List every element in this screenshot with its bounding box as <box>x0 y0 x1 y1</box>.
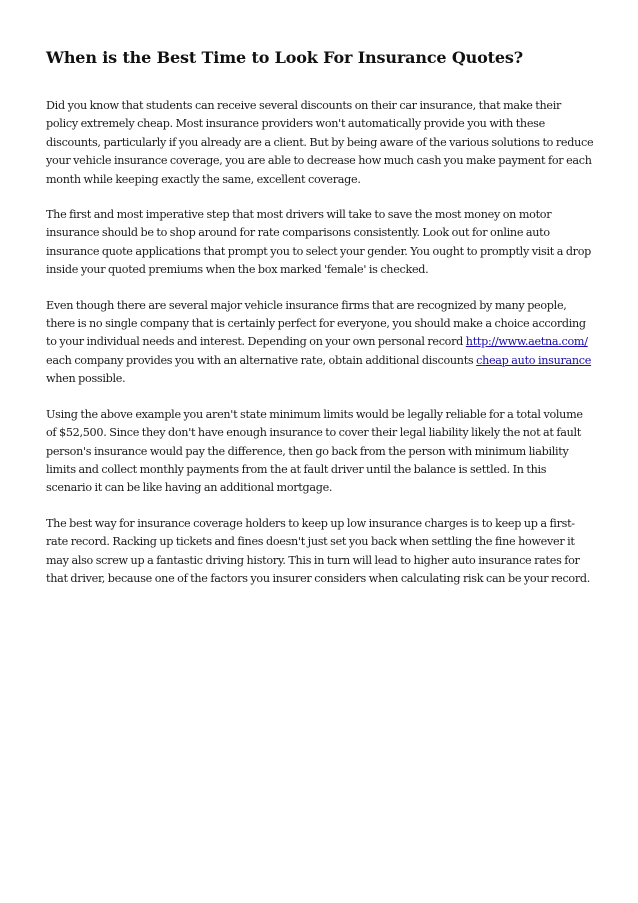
paragraph-3 <box>46 297 594 389</box>
paragraph-3-text-b: each company provides you with an alternative rate, obtain additional discounts <box>46 353 477 367</box>
paragraph-3-text-a: Even though there are several major vehicle insurance firms that are recognized by many people, there is no single company that is certainly perfect for everyone, you should make a choice according to your individual needs and interest. Depending on your own personal record <box>46 298 586 349</box>
paragraph-2: The first and most imperative step that most drivers will take to save the most money on motor insurance should be to shop around for rate comparisons consistently. Look out for online auto insurance quote applications that prompt you to select your gender. You ought to promptly visit a drop inside your quoted premiums when the box marked 'female' is checked. <box>46 208 592 277</box>
article <box>46 46 594 605</box>
page-title: When is the Best Time to Look For Insurance Quotes? <box>46 48 524 67</box>
paragraph-3-text-c: when possible. <box>46 372 126 386</box>
paragraph-5: The best way for insurance coverage holders to keep up low insurance charges is to keep up a first-rate record. Racking up tickets and fines doesn't just set you back when settling the fine however it may also screw up a fantastic driving history. This in turn will lead to higher auto insurance rates for that driver, because one of the factors you insurer considers when calculating risk can be your record. <box>46 516 591 585</box>
cheap-auto-insurance-link[interactable]: cheap auto insurance <box>476 353 592 367</box>
paragraph-1: Did you know that students can receive several discounts on their car insurance, that make their policy extremely cheap. Most insurance providers won't automatically provide you with these discounts, particularly if you already are a client. But by being aware of the various solutions to reduce your vehicle insurance coverage, you are able to decrease how much cash you make payment for each month while keeping exactly the same, excellent coverage. <box>46 99 594 186</box>
paragraph-4: Using the above example you aren't state minimum limits would be legally reliable for a total volume of $52,500. Since they don't have enough insurance to cover their legal liability likely the not at fault person's insurance would pay the difference, then go back from the person with minimum liability limits and collect monthly payments from the at fault driver until the balance is settled. In this scenario it can be like having an additional mortgage. <box>46 407 583 495</box>
aetna-link[interactable]: http://www.aetna.com/ <box>465 335 588 349</box>
